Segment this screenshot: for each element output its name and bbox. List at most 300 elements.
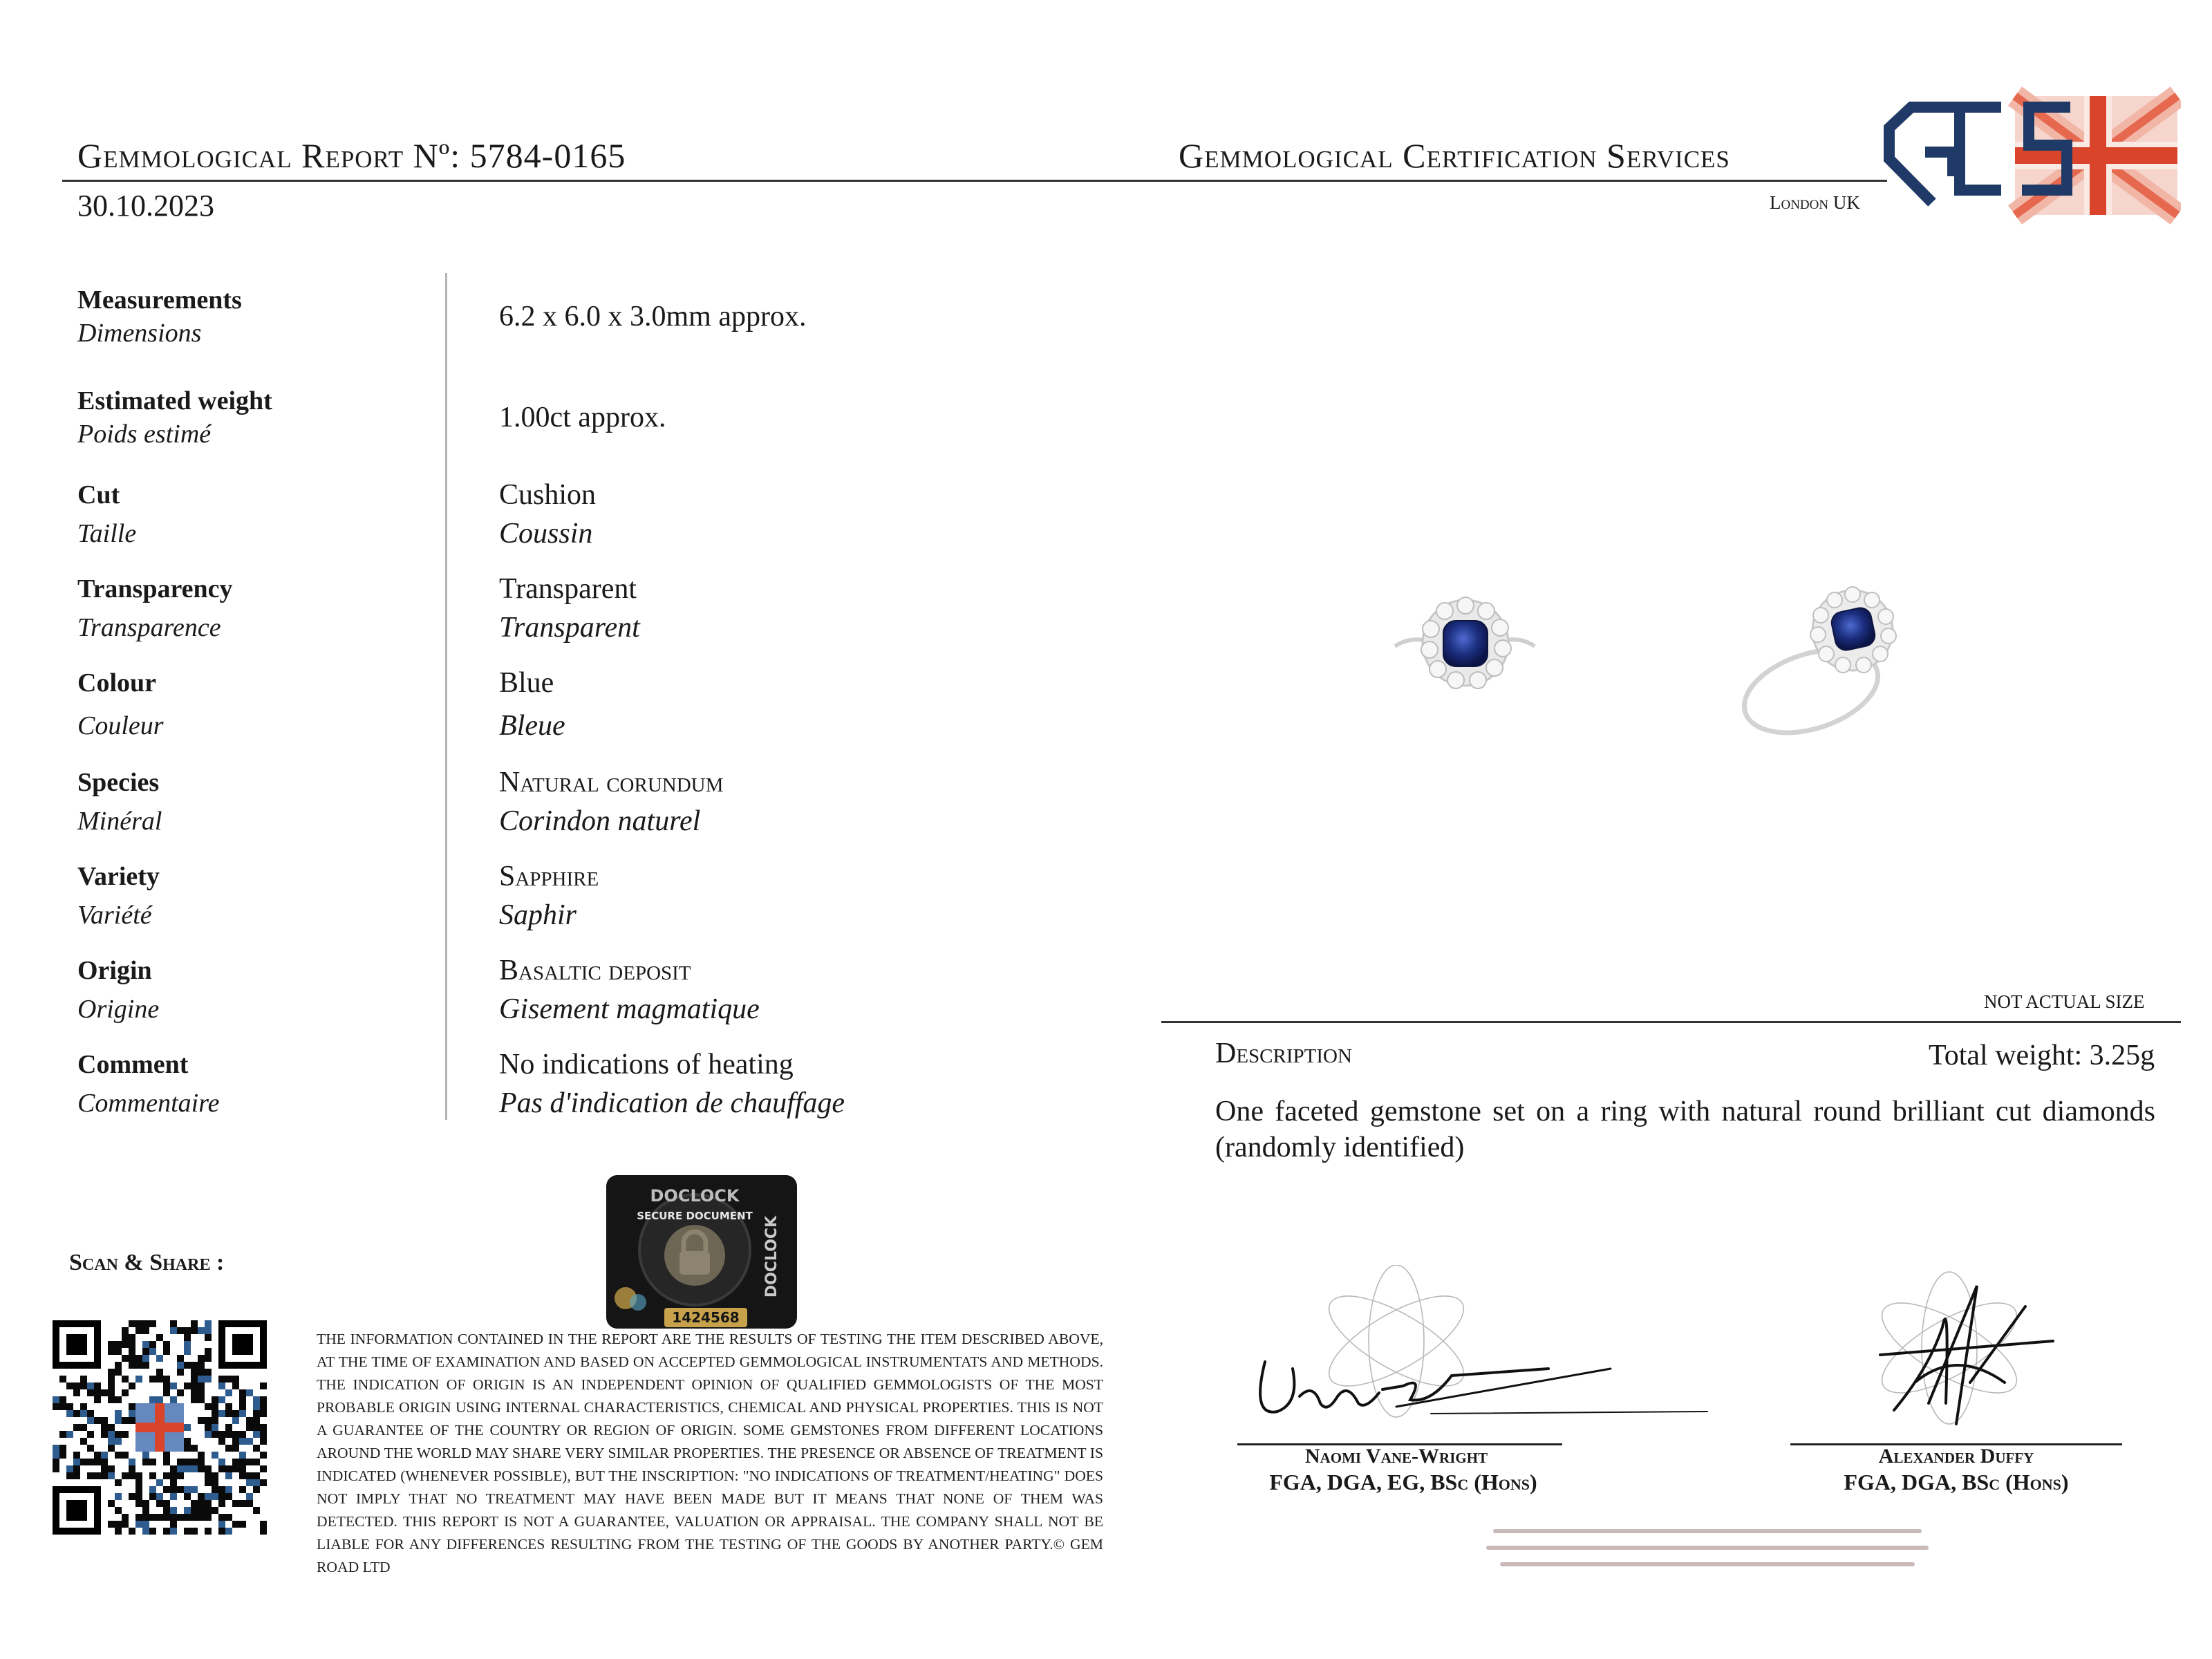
qr-module (260, 1403, 267, 1410)
qr-module (73, 1424, 80, 1431)
qr-module (246, 1424, 253, 1431)
qr-module (142, 1514, 149, 1521)
qr-module (135, 1320, 142, 1327)
qr-module (66, 1465, 73, 1472)
qr-module (232, 1445, 239, 1452)
property-label-en: Estimated weight (77, 386, 272, 415)
qr-module (253, 1424, 260, 1431)
property-value-en: Natural corundum (499, 767, 724, 798)
signature-naomi-vane-wright (1224, 1265, 1721, 1459)
qr-module (218, 1396, 225, 1403)
qr-module (239, 1431, 246, 1438)
qr-module (129, 1528, 135, 1535)
qr-module (218, 1376, 225, 1382)
qr-module (191, 1396, 198, 1403)
qr-module (205, 1472, 212, 1479)
scan-share-label: Scan & Share : (69, 1250, 225, 1275)
qr-module (115, 1479, 122, 1486)
qr-module (191, 1382, 198, 1389)
qr-module (108, 1424, 115, 1431)
qr-module (149, 1376, 156, 1382)
qr-module (260, 1465, 267, 1472)
signature-alexander-duffy (1777, 1265, 2136, 1459)
qr-module (115, 1452, 122, 1459)
qr-module (80, 1403, 87, 1410)
qr-module (198, 1459, 205, 1465)
disclaimer-text: THE INFORMATION CONTAINED IN THE REPORT ARE THE RESULTS OF TESTING THE ITEM DESCRIBED ABOVE, AT THE TIME OF EXAMINATION AND BASED ON ACCEPTED GEMMOLOGICAL INSTRUMENTATS AND METHODS. THE INDICATION OF ORIGIN IS AN INDEPENDENT OPINION OF QUALIFIED GEMMOLOGISTS OF THE MOST PROBABLE ORIGIN USING INTERNAL CHARACTERISTICS, CHEMICAL AND PHYSICAL PROPERTIES. THIS IS NOT A GUARANTEE OF THE COUNTRY OR REGION OF ORIGIN. SOME GEMSTONES FROM DIFFERENT LOCATIONS AROUND THE WORLD MAY SHARE VERY SIMILAR PROPERTIES. THE PRESENCE OR ABSENCE OF TREATMENT IS INDICATED (WHENEVER POSSIBLE), BUT THE INSCRIPTION: "NO INDICATIONS OF TREATMENT/HEATING" DOES NOT IMPLY THAT NO TREATMENT MAY HAVE BEEN MADE BUT IT MEANS THAT NONE OF THEM WAS DETECTED. THIS REPORT IS NOT A GUARANTEE, VALUATION OR APPRAISAL. THE COMPANY SHALL NOT BE LIABLE FOR ANY DIFFERENCES RESULTING FROM THE TESTING OF THE GOODS BY ANOTHER PARTY.© GEM ROAD LTD (317, 1331, 1103, 1575)
qr-module (101, 1417, 108, 1424)
qr-module (184, 1362, 191, 1369)
qr-module (122, 1472, 129, 1479)
qr-module (232, 1465, 239, 1472)
qr-module (170, 1479, 177, 1486)
qr-module (191, 1362, 198, 1369)
qr-module (142, 1528, 149, 1535)
qr-module (87, 1389, 94, 1396)
qr-module (232, 1417, 239, 1424)
qr-module (149, 1486, 156, 1493)
qr-module (135, 1327, 142, 1334)
qr-module (122, 1389, 129, 1396)
qr-module (115, 1417, 122, 1424)
qr-module (135, 1479, 142, 1486)
signatory-credentials: FGA, DGA, EG, BSc (Hons) (1269, 1470, 1537, 1494)
qr-module (87, 1472, 94, 1479)
qr-module (225, 1431, 232, 1438)
qr-module (218, 1410, 225, 1417)
qr-module (260, 1438, 267, 1445)
qr-code[interactable] (53, 1320, 267, 1535)
qr-module (135, 1521, 142, 1528)
qr-module (73, 1459, 80, 1465)
qr-module (184, 1327, 191, 1334)
property-label-en: Species (77, 768, 160, 797)
qr-module (129, 1410, 135, 1417)
qr-module (253, 1431, 260, 1438)
qr-module (135, 1486, 142, 1493)
qr-module (239, 1410, 246, 1417)
header-divider (62, 180, 1887, 182)
qr-module (184, 1334, 191, 1341)
qr-module (59, 1445, 66, 1452)
qr-module (115, 1410, 122, 1417)
qr-module (232, 1521, 239, 1528)
property-value-en: Cushion (499, 479, 597, 511)
qr-module (253, 1507, 260, 1514)
signatory-name: Alexander Duffy (1878, 1445, 2034, 1468)
qr-module (184, 1459, 191, 1465)
qr-module (156, 1334, 163, 1341)
qr-module (142, 1348, 149, 1355)
qr-module (260, 1452, 267, 1459)
qr-module (239, 1452, 246, 1459)
qr-module (163, 1459, 170, 1465)
qr-module (198, 1382, 205, 1389)
qr-module (212, 1493, 218, 1500)
qr-module (156, 1514, 163, 1521)
qr-module (108, 1376, 115, 1382)
qr-module (156, 1500, 163, 1507)
qr-module (73, 1410, 80, 1417)
qr-module (260, 1396, 267, 1403)
qr-module (115, 1431, 122, 1438)
seal-brand-vertical: DOCLOCK (763, 1215, 780, 1298)
qr-module (149, 1320, 156, 1327)
qr-module (122, 1341, 129, 1348)
qr-module (205, 1334, 212, 1341)
qr-module (108, 1369, 115, 1376)
property-value-fr: Corindon naturel (499, 805, 701, 837)
qr-module (101, 1431, 108, 1438)
qr-module (225, 1376, 232, 1382)
qr-module (212, 1417, 218, 1424)
qr-module (253, 1472, 260, 1479)
qr-module (156, 1493, 163, 1500)
qr-module (94, 1382, 101, 1389)
property-label-en: Origin (77, 956, 152, 985)
qr-module (198, 1362, 205, 1369)
qr-module (122, 1376, 129, 1382)
qr-module (212, 1486, 218, 1493)
qr-module (94, 1459, 101, 1465)
qr-module (170, 1472, 177, 1479)
signatory-credentials: FGA, DGA, BSc (Hons) (1844, 1470, 2069, 1494)
qr-module (66, 1410, 73, 1417)
qr-module (163, 1486, 170, 1493)
qr-module (115, 1369, 122, 1376)
qr-module (142, 1459, 149, 1465)
qr-module (239, 1438, 246, 1445)
qr-module (53, 1403, 59, 1410)
qr-module (163, 1376, 170, 1382)
qr-module (80, 1410, 87, 1417)
qr-module (135, 1376, 142, 1382)
qr-module (177, 1355, 184, 1362)
description-title: Description (1215, 1038, 1352, 1069)
report-date: 30.10.2023 (77, 189, 214, 223)
property-label-fr: Poids estimé (77, 420, 212, 449)
qr-module (149, 1493, 156, 1500)
qr-module (66, 1403, 73, 1410)
qr-module (205, 1514, 212, 1521)
qr-module (191, 1465, 198, 1472)
qr-module (246, 1459, 253, 1465)
qr-module (239, 1389, 246, 1396)
qr-module (212, 1431, 218, 1438)
qr-module (129, 1459, 135, 1465)
qr-module (163, 1528, 170, 1535)
property-value-en: 1.00ct approx. (499, 402, 666, 433)
property-label-en: Transparency (77, 574, 233, 603)
qr-module (80, 1376, 87, 1382)
qr-module (59, 1403, 66, 1410)
qr-module (177, 1459, 184, 1465)
qr-module (170, 1528, 177, 1535)
company-location: London UK (1770, 192, 1860, 213)
qr-module (260, 1382, 267, 1389)
qr-module (108, 1521, 115, 1528)
qr-module (87, 1459, 94, 1465)
property-value-fr: Pas d'indication de chauffage (499, 1087, 845, 1119)
qr-module (260, 1528, 267, 1535)
qr-module (142, 1507, 149, 1514)
property-label-en: Colour (77, 668, 156, 697)
qr-module (108, 1431, 115, 1438)
qr-module (163, 1452, 170, 1459)
property-value-en: Basaltic deposit (499, 955, 691, 986)
qr-module (205, 1528, 212, 1535)
qr-module (239, 1459, 246, 1465)
qr-module (94, 1389, 101, 1396)
qr-module (66, 1382, 73, 1389)
qr-module (122, 1431, 129, 1438)
qr-module (232, 1382, 239, 1389)
qr-module (115, 1438, 122, 1445)
qr-module (198, 1514, 205, 1521)
qr-module (53, 1445, 59, 1452)
qr-module (163, 1382, 170, 1389)
qr-module (163, 1389, 170, 1396)
qr-module (80, 1438, 87, 1445)
qr-module (135, 1493, 142, 1500)
qr-module (163, 1514, 170, 1521)
qr-module (59, 1396, 66, 1403)
qr-module (156, 1369, 163, 1376)
qr-module (191, 1459, 198, 1465)
qr-module (115, 1341, 122, 1348)
qr-module (53, 1452, 59, 1459)
qr-module (198, 1465, 205, 1472)
property-value-fr: Coussin (499, 518, 593, 550)
qr-module (108, 1341, 115, 1348)
qr-module (198, 1452, 205, 1459)
qr-module (163, 1507, 170, 1514)
qr-module (170, 1493, 177, 1500)
qr-module (122, 1417, 129, 1424)
qr-module (232, 1376, 239, 1382)
qr-module (108, 1348, 115, 1355)
qr-module (87, 1382, 94, 1389)
property-label-fr: Dimensions (77, 319, 202, 348)
company-name: Gemmological Certification Services (1179, 136, 1730, 175)
qr-module (239, 1521, 246, 1528)
qr-module (205, 1320, 212, 1327)
property-value-en: Sapphire (499, 861, 599, 892)
qr-module (212, 1472, 218, 1479)
qr-module (156, 1376, 163, 1382)
gcs-logo (1884, 86, 2181, 225)
qr-module (205, 1500, 212, 1507)
property-value-fr: Bleue (499, 710, 565, 742)
qr-module (246, 1493, 253, 1500)
property-value-fr: Transparent (499, 612, 640, 644)
qr-module (59, 1452, 66, 1459)
qr-module (205, 1479, 212, 1486)
qr-module (205, 1431, 212, 1438)
qr-module (225, 1389, 232, 1396)
description-divider (1161, 1021, 2181, 1023)
qr-module (129, 1465, 135, 1472)
qr-module (156, 1355, 163, 1362)
qr-module (108, 1438, 115, 1445)
qr-module (212, 1507, 218, 1514)
qr-module (198, 1369, 205, 1376)
qr-module (108, 1382, 115, 1389)
property-value-en: No indications of heating (499, 1049, 794, 1080)
union-flag-icon (2015, 96, 2177, 215)
qr-module (142, 1362, 149, 1369)
ring-photo (1369, 553, 1977, 760)
qr-module (73, 1382, 80, 1389)
qr-module (253, 1445, 260, 1452)
qr-module (149, 1514, 156, 1521)
qr-module (225, 1410, 232, 1417)
qr-module (80, 1424, 87, 1431)
qr-module (122, 1452, 129, 1459)
qr-module (94, 1452, 101, 1459)
qr-module (225, 1486, 232, 1493)
qr-module (184, 1528, 191, 1535)
qr-module (260, 1424, 267, 1431)
qr-finder-top-right (218, 1320, 267, 1369)
qr-module (101, 1472, 108, 1479)
qr-module (94, 1396, 101, 1403)
report-title: Gemmological Report Nº: 5784-0165 (77, 136, 626, 175)
qr-module (184, 1493, 191, 1500)
qr-module (149, 1459, 156, 1465)
qr-module (212, 1452, 218, 1459)
qr-module (87, 1410, 94, 1417)
qr-module (225, 1403, 232, 1410)
qr-module (170, 1320, 177, 1327)
qr-module (135, 1355, 142, 1362)
qr-module (212, 1410, 218, 1417)
qr-module (198, 1396, 205, 1403)
qr-module (149, 1528, 156, 1535)
qr-module (253, 1486, 260, 1493)
qr-module (177, 1486, 184, 1493)
qr-module (170, 1465, 177, 1472)
qr-module (191, 1320, 198, 1327)
qr-module (170, 1396, 177, 1403)
qr-module (135, 1362, 142, 1369)
qr-module (142, 1500, 149, 1507)
qr-module (66, 1431, 73, 1438)
qr-module (129, 1355, 135, 1362)
qr-module (232, 1431, 239, 1438)
qr-module (198, 1417, 205, 1424)
properties-divider (445, 273, 447, 1120)
qr-module (191, 1486, 198, 1493)
property-value-en: Blue (499, 667, 554, 699)
qr-module (260, 1410, 267, 1417)
qr-module (184, 1514, 191, 1521)
qr-module (232, 1438, 239, 1445)
qr-module (163, 1341, 170, 1348)
qr-module (53, 1396, 59, 1403)
microprint-security-lines (1465, 1522, 1949, 1577)
handwritten-signature (1260, 1362, 1707, 1414)
qr-module (122, 1521, 129, 1528)
qr-module (225, 1465, 232, 1472)
qr-module (149, 1472, 156, 1479)
qr-module (184, 1348, 191, 1355)
qr-module (101, 1452, 108, 1459)
qr-module (170, 1486, 177, 1493)
qr-module (177, 1472, 184, 1479)
qr-module (191, 1369, 198, 1376)
qr-module (129, 1417, 135, 1424)
qr-module (218, 1431, 225, 1438)
qr-module (232, 1459, 239, 1465)
qr-module (198, 1493, 205, 1500)
qr-module (212, 1403, 218, 1410)
seal-caption: SECURE DOCUMENT (637, 1210, 753, 1222)
qr-module (205, 1493, 212, 1500)
qr-module (218, 1438, 225, 1445)
qr-module (239, 1396, 246, 1403)
property-label-fr: Minéral (77, 807, 162, 836)
qr-module (205, 1403, 212, 1410)
property-value-fr: Gisement magmatique (499, 993, 760, 1025)
qr-module (101, 1389, 108, 1396)
qr-module (163, 1348, 170, 1355)
qr-module (73, 1389, 80, 1396)
qr-module (142, 1521, 149, 1528)
qr-module (80, 1382, 87, 1389)
qr-module (225, 1472, 232, 1479)
qr-module (108, 1389, 115, 1396)
qr-module (142, 1355, 149, 1362)
property-label-fr: Couleur (77, 711, 164, 740)
qr-module (115, 1493, 122, 1500)
qr-module (115, 1396, 122, 1403)
qr-module (177, 1514, 184, 1521)
qr-module (198, 1389, 205, 1396)
qr-module (129, 1472, 135, 1479)
qr-module (163, 1500, 170, 1507)
qr-finder-top-left (53, 1320, 101, 1369)
qr-module (225, 1424, 232, 1431)
qr-module (73, 1452, 80, 1459)
property-label-fr: Variété (77, 901, 152, 930)
qr-module (212, 1424, 218, 1431)
qr-module (260, 1431, 267, 1438)
qr-module (108, 1445, 115, 1452)
security-seal (605, 1174, 798, 1330)
property-label-en: Variety (77, 862, 160, 891)
qr-module (225, 1528, 232, 1535)
qr-module (122, 1514, 129, 1521)
qr-module (253, 1403, 260, 1410)
qr-module (156, 1479, 163, 1486)
qr-module (218, 1465, 225, 1472)
qr-module (170, 1507, 177, 1514)
qr-module (191, 1507, 198, 1514)
property-value-fr: Saphir (499, 899, 577, 931)
qr-module (184, 1341, 191, 1348)
qr-module (191, 1389, 198, 1396)
qr-module (115, 1528, 122, 1535)
qr-module (205, 1424, 212, 1431)
qr-module (191, 1528, 198, 1535)
qr-module (122, 1327, 129, 1334)
qr-module (212, 1396, 218, 1403)
qr-module (246, 1479, 253, 1486)
qr-module (59, 1376, 66, 1382)
qr-module (205, 1465, 212, 1472)
property-label-fr: Commentaire (77, 1089, 220, 1118)
